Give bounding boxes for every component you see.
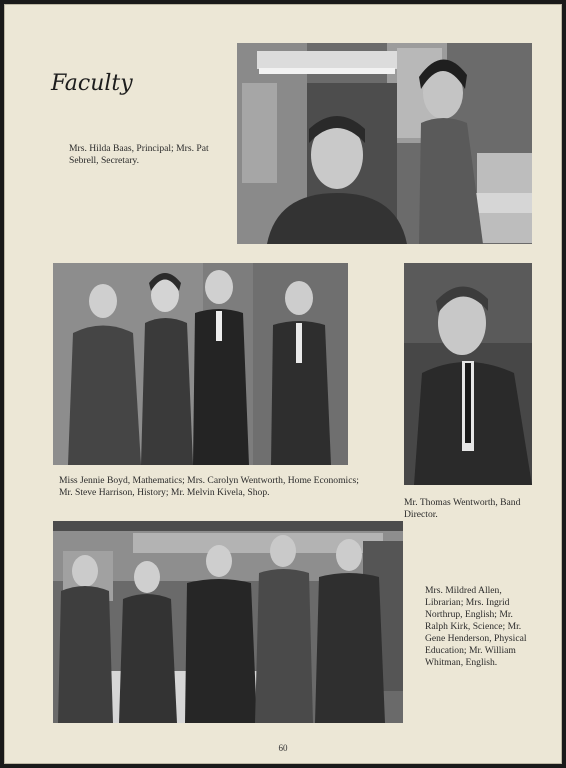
photo-six-teachers [53, 521, 403, 723]
page-number: 60 [278, 743, 288, 753]
photo-band-director [404, 263, 532, 485]
caption-band-director: Mr. Thomas Wentworth, Band Director. [404, 497, 521, 520]
page-title: Faculty [51, 71, 133, 96]
photo-four-teachers [53, 263, 348, 465]
caption-six-teachers: Mrs. Mildred Allen, Librarian; Mrs. Ingrid Northrup, English; Mr. Ralph Kirk, Science; Mr. Gene Henderson, Physical Education; Mr. William Whitman, English. [425, 585, 527, 668]
photo-principal-secretary [237, 43, 532, 244]
yearbook-page [4, 4, 562, 764]
caption-office: Mrs. Hilda Baas, Principal; Mrs. Pat Sebrell, Secretary. [69, 143, 209, 166]
caption-four-teachers: Miss Jennie Boyd, Mathematics; Mrs. Carolyn Wentworth, Home Economics; Mr. Steve Harrison, History; Mr. Melvin Kivela, Shop. [59, 475, 359, 498]
